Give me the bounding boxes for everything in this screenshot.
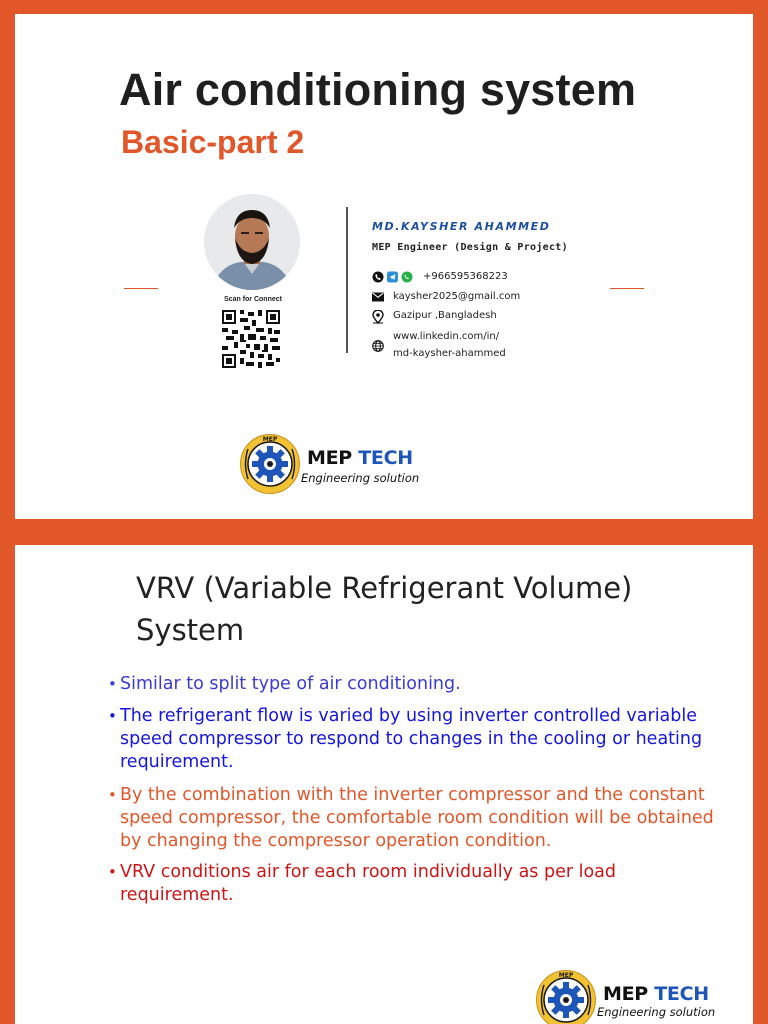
card-role: MEP Engineer (Design & Project) (372, 242, 568, 253)
globe-icon (372, 340, 384, 352)
bullet-item: • Similar to split type of air conditioning. (108, 673, 728, 696)
brand-mep: MEP (603, 983, 648, 1005)
bullet-item: • By the combination with the inverter compressor and the constant speed compressor, the comfortable room condition will be obtained by changing the compressor operation condition. (108, 784, 728, 853)
phone-text: +966595368223 (423, 271, 508, 282)
location-pin-icon (372, 310, 384, 324)
right-divider (610, 288, 644, 289)
brand-tech: TECH (654, 983, 709, 1005)
gear-logo-icon (535, 969, 597, 1024)
badge-text: MEP (262, 436, 278, 443)
slide-title: VRV (Variable Refrigerant Volume) System (136, 571, 633, 647)
location-text: Gazipur ,Bangladesh (393, 310, 497, 321)
card-divider (346, 207, 348, 353)
business-card (160, 179, 605, 384)
bullet-item: • VRV conditions air for each room individually as per load requirement. (108, 861, 728, 907)
bullet-item: • The refrigerant flow is varied by using inverter controlled variable speed compressor to respond to changes in the cooling or heating requirement. (108, 705, 728, 774)
slide-subtitle: Basic-part 2 (121, 124, 305, 160)
email-icon (372, 292, 384, 302)
gear-logo-icon (239, 433, 301, 495)
brand-name (603, 983, 709, 1005)
brand-tagline: Engineering solution (597, 1005, 716, 1019)
bullet-list (108, 673, 728, 916)
left-divider (124, 288, 158, 289)
content-slide (15, 545, 753, 1024)
phone-icon (372, 271, 418, 283)
brand-tagline: Engineering solution (301, 471, 420, 485)
profile-photo (204, 194, 300, 290)
brand-mep: MEP (307, 447, 352, 469)
linkedin-line-2[interactable]: md-kaysher-ahammed (393, 348, 506, 359)
badge-text: MEP (558, 972, 574, 979)
qr-code-icon[interactable] (222, 310, 280, 368)
brand-tech: TECH (358, 447, 413, 469)
linkedin-line-1[interactable]: www.linkedin.com/in/ (393, 331, 500, 342)
card-name: MD.KAYSHER AHAMMED (372, 220, 551, 233)
email-text: kaysher2025@gmail.com (393, 291, 521, 302)
mep-tech-logo (239, 433, 449, 497)
brand-name (307, 447, 413, 469)
mep-tech-logo (535, 969, 745, 1024)
title-slide (15, 14, 753, 519)
slide-title: Air conditioning system (119, 64, 637, 115)
scan-label: Scan for Connect (224, 296, 282, 303)
